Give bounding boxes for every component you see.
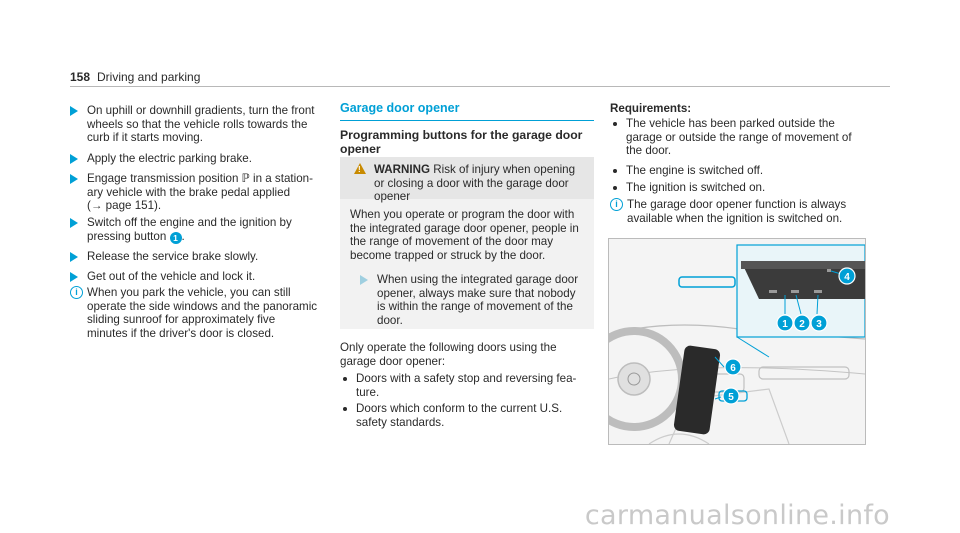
watermark: carmanualsonline.info [584,500,890,532]
warning-box [340,157,594,329]
bullet-dot [343,407,347,411]
step-text [87,216,332,244]
note-text: When you park the vehicle, you can still operate the side windows and the panoramic sliding sunroof for approximately five minutes if the driver's door is closed. [87,286,318,340]
page-number: 158 [70,70,91,84]
callout-5-label: 5 [728,392,734,403]
info-icon: i [610,198,623,211]
step-arrow-icon [70,154,78,164]
callout-1 [777,315,793,331]
section-title: Garage door opener [340,101,460,115]
warning-text [374,163,586,204]
step-arrow-icon [70,252,78,262]
step-text: Release the service brake slowly. [87,250,259,263]
dashboard-illustration [608,238,866,445]
header-divider [70,86,890,87]
step-text: Engage transmission position ℙ in a station- ary vehicle with the brake pedal applied (→ page 151). [87,172,313,213]
button-1-badge: 1 [170,232,182,244]
requirement-text: The ignition is switched on. [626,181,766,194]
running-header: Driving and parking [97,70,201,84]
info-icon: i [70,286,83,299]
callout-6 [725,359,741,375]
callout-2-label: 2 [799,319,805,330]
requirement-text: The vehicle has been parked outside the garage or outside the range of movement of the door. [626,117,852,158]
intro-paragraph: Only operate the following doors using the garage door opener: [340,341,557,368]
callout-3-label: 3 [816,319,822,330]
callout-1-label: 1 [782,319,788,330]
warning-header [340,157,594,204]
step-arrow-icon [70,106,78,116]
step-text: Apply the electric parking brake. [87,152,252,165]
step-text: On uphill or downhill gradients, turn the front wheels so that the vehicle rolls towards the curb if it starts moving. [87,104,315,145]
step-text-part: Switch off the engine and the ignition by pressing button [87,216,292,243]
bullet-dot [613,186,617,190]
list-item-text: Doors which conform to the current U.S. safety standards. [356,402,563,429]
callout-5 [723,388,739,404]
step-arrow-icon [70,174,78,184]
bullet-dot [343,377,347,381]
warning-summary: Risk of injury when opening or closing a door with the garage door opener [374,163,576,204]
requirement-text: The engine is switched off. [626,164,764,177]
warning-label: WARNING [374,163,431,176]
note-text: The garage door opener function is always available when the ignition is switched on. [627,198,847,225]
dashboard-drawing [609,239,865,444]
step-arrow-icon [70,272,78,282]
callout-4 [839,268,855,284]
bullet-dot [613,122,617,126]
step-arrow-icon [360,275,368,285]
callout-4-label: 4 [844,272,850,283]
warning-step-text: When using the integrated garage door opener, always make sure that nobody is within the range of movement of the door. [377,273,579,327]
warning-body: When you operate or program the door with the integrated garage door opener, people in the range of movement of the door may become trapped or struck by the door. [350,208,579,262]
callout-6-label: 6 [730,363,736,374]
section-rule [340,120,594,121]
bullet-dot [613,169,617,173]
step-arrow-icon [70,218,78,228]
list-item-text: Doors with a safety stop and reversing fea- ture. [356,372,577,399]
step-text-part: . [181,229,185,243]
requirements-title: Requirements: [610,102,692,115]
subsection-title: Programming buttons for the garage door opener [340,128,583,156]
callout-2 [794,315,810,331]
step-text: Get out of the vehicle and lock it. [87,270,256,283]
callout-3 [811,315,827,331]
warning-exclamation-icon: ! [358,165,361,174]
